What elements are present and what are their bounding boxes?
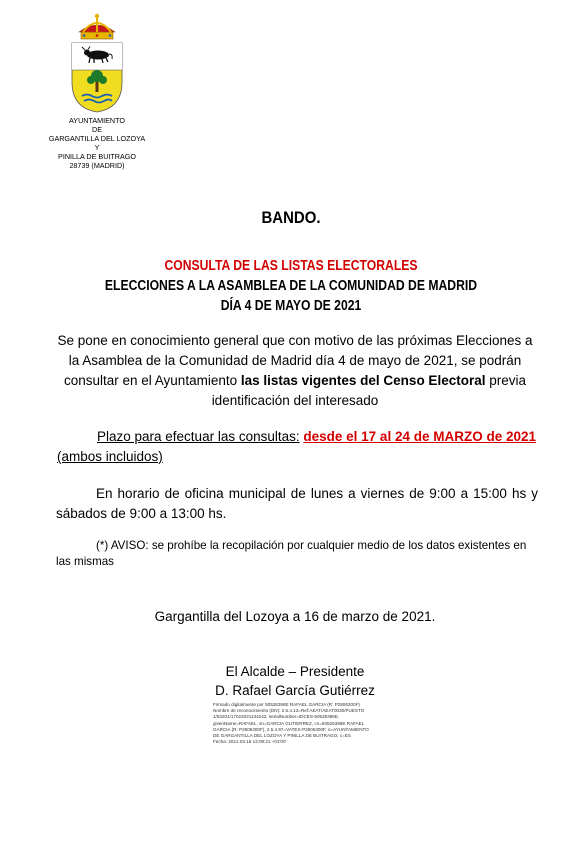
address-line: AYUNTAMIENTO (69, 116, 125, 125)
intro-text: Se pone en conocimiento general que con motivo de las próximas Elecciones a la Asamblea de la Comunidad de Madrid día 4 de mayo de 2021, se podrán consultar en el Ayuntamiento (57, 333, 533, 388)
plazo-paragraph (57, 427, 537, 467)
plazo-dates: desde el 17 al 24 de MARZO de 2021 (303, 429, 536, 444)
address-line: DE (92, 125, 102, 134)
place-date: Gargantilla del Lozoya a 16 de marzo de 2021. (154, 609, 436, 624)
horario-paragraph: En horario de oficina municipal de lunes a viernes de 9:00 a 15:00 hs y sábados de 9:00 a 13:00 hs. (56, 486, 538, 521)
digital-signature-line: givenName=RAFAEL, sn=GARCIA GUTIERREZ, cn=50526396E RAFAEL (213, 720, 365, 726)
digital-signature-line: Nombre de reconocimiento (DN): 2.5.4.13=Ref:AEAT/AEAT0030/PUESTO (213, 708, 365, 714)
plazo-note: (ambos incluidos) (57, 449, 163, 464)
address-line: GARGANTILLA DEL LOZOYA (48, 134, 146, 143)
digital-signature-line: GARCIA (R: P2806300F), 2.5.4.97=VATES-P2806300F, o=AYUNTAMIENTO (213, 726, 369, 732)
digital-signature-line: Firmado digitalmente por 50526396E RAFAEL GARCIA (R: P2806300F) (213, 702, 360, 707)
heading-fecha-eleccion: DÍA 4 DE MAYO DE 2021 (220, 298, 362, 314)
coat-of-arms-icon (68, 12, 126, 114)
digital-signature-block (213, 702, 443, 745)
municipality-address (40, 116, 154, 170)
intro-paragraph (52, 331, 538, 411)
digital-signature-line: 1/53201/17022021134242, serialNumber=IDCES-50526396E, (213, 714, 340, 720)
address-line: PINILLA DE BUITRAGO (58, 152, 136, 161)
signature-role: El Alcalde – Presidente (225, 664, 365, 679)
intro-text-end: previa identificación del interesado (211, 373, 526, 408)
crown-icon (79, 14, 115, 39)
aviso-paragraph: (*) AVISO: se prohíbe la recopilación por cualquier medio de los datos existentes en las mismas (56, 539, 527, 568)
signature-name: D. Rafael García Gutiérrez (215, 683, 375, 698)
document-title: BANDO. (261, 208, 321, 227)
shield-icon (72, 43, 122, 112)
digital-signature-line: DE GARGANTILLA DEL LOZOYA Y PINILLA DE BUITRAGO, c=ES (213, 733, 351, 739)
plazo-label: Plazo para efectuar las consultas: (97, 429, 300, 444)
heading-consulta: CONSULTA DE LAS LISTAS ELECTORALES (164, 258, 418, 274)
heading-elecciones: ELECCIONES A LA ASAMBLEA DE LA COMUNIDAD DE MADRID (104, 278, 478, 294)
address-line: 28739 (MADRID) (69, 161, 125, 170)
intro-bold-text: las listas vigentes del Censo Electoral (240, 373, 486, 388)
address-line: Y (94, 143, 100, 152)
digital-signature-line: Fecha: 2021.03.16 13:09:21 +01'00' (213, 739, 287, 745)
